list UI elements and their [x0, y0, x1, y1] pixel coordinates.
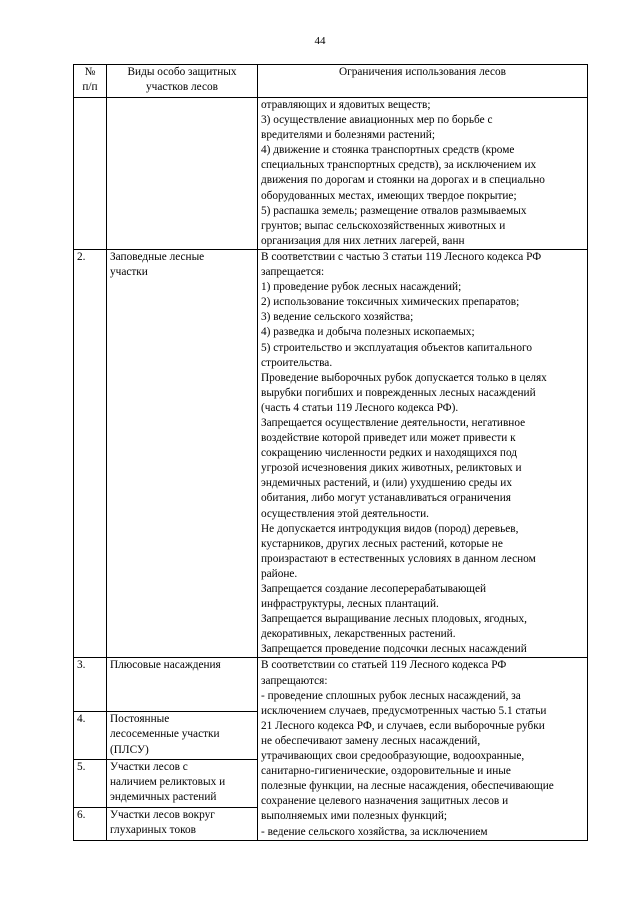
- cell-number: 4.: [74, 712, 107, 760]
- text-line: 3) осуществление авиационных мер по борьбе с: [261, 114, 493, 127]
- cell-number: 3.: [74, 658, 107, 712]
- text-line: движения по дорогам и стоянки на дорогах и в специально: [261, 174, 545, 187]
- text-line: оборудованных местах, имеющих твердое покрытие;: [261, 189, 517, 202]
- text-line: воздействие которой приведет или может привести к: [261, 432, 516, 445]
- text-line: 5) строительство и эксплуатация объектов капитального: [261, 341, 532, 354]
- table-row-continued: [74, 98, 588, 250]
- text-line: 5) распашка земель; размещение отвалов размываемых: [261, 204, 527, 217]
- text-line: декоративных, лекарственных растений.: [261, 628, 456, 641]
- text-line: Участки лесов вокруг: [110, 809, 215, 822]
- text-line: сокращению численности редких и находящихся под: [261, 447, 518, 460]
- text-line: Плюсовые насаждения: [110, 659, 221, 672]
- text-line: 1) проведение рубок лесных насаждений;: [261, 281, 462, 294]
- text-line: Запрещается проведение подсочки лесных насаждений: [261, 643, 527, 656]
- text-line: (ПЛСУ): [110, 743, 149, 756]
- text-line: инфраструктуры, лесных плантаций.: [261, 598, 439, 611]
- text-line: эндемичных растений, и (или) ухудшению среды их: [261, 477, 513, 490]
- text-line: участков лесов: [146, 81, 218, 94]
- table-row: [74, 658, 588, 712]
- page-number: 44: [314, 35, 326, 47]
- text-line: Запрещается создание лесоперерабатывающей: [261, 583, 487, 595]
- cell-area-type: [107, 98, 258, 250]
- text-line: Постоянные: [110, 713, 170, 726]
- text-line: п/п: [82, 81, 98, 94]
- text-line: участки: [110, 266, 148, 279]
- cell-number: 5.: [74, 760, 107, 808]
- text-line: Не допускается интродукция видов (пород) деревьев,: [261, 522, 519, 535]
- header-restrictions: Ограничения использования лесов: [258, 65, 588, 98]
- text-line: Заповедные лесные: [110, 250, 205, 263]
- cell-area-type: [107, 249, 258, 658]
- text-line: лесосеменные участки: [110, 728, 220, 741]
- text-line: осуществления этой деятельности.: [261, 507, 429, 520]
- text-line: Запрещается выращивание лесных плодовых, ягодных,: [261, 613, 527, 626]
- header-area-type: [107, 65, 258, 98]
- cell-restrictions-merged: [258, 658, 588, 840]
- text-line: Запрещается осуществление деятельности, негативное: [261, 416, 526, 429]
- text-line: 4) движение и стоянка транспортных средств (кроме: [261, 144, 515, 157]
- text-line: 4) разведка и добыча полезных ископаемых;: [261, 326, 475, 339]
- text-line: не обеспечивают замену лесных насаждений,: [261, 734, 481, 747]
- text-line: В соответствии со статьей 119 Лесного кодекса РФ: [261, 659, 507, 672]
- text-line: выполняемых ими полезных функций;: [261, 810, 448, 823]
- text-line: специальных транспортных средств), за исключением их: [261, 159, 537, 172]
- cell-number: [74, 98, 107, 250]
- text-line: эндемичных растений: [110, 791, 217, 804]
- text-line: глухариных токов: [110, 824, 196, 837]
- table-header-row: [74, 65, 588, 98]
- text-line: сохранение целевого назначения защитных лесов и: [261, 795, 509, 808]
- text-line: 21 Лесного кодекса РФ, и случаев, если выборочные рубки: [261, 719, 545, 732]
- table-row: [74, 249, 588, 658]
- text-line: (часть 4 статьи 119 Лесного кодекса РФ).: [261, 401, 459, 414]
- cell-restrictions: [258, 249, 588, 658]
- cell-area-type: [107, 760, 258, 808]
- header-number: [74, 65, 107, 98]
- text-line: В соответствии с частью 3 статьи 119 Лесного кодекса РФ: [261, 250, 542, 263]
- text-line: наличием реликтовых и: [110, 776, 226, 789]
- text-line: угрозой исчезновения диких животных, реликтовых и: [261, 462, 522, 475]
- forest-restrictions-table: [73, 64, 588, 841]
- text-line: утрачивающих свои средообразующие, водоохранные,: [261, 750, 525, 763]
- text-line: произрастают в естественных условиях в данном лесном: [261, 552, 536, 565]
- text-line: запрещается:: [261, 266, 325, 279]
- text-line: районе.: [261, 567, 298, 580]
- text-line: Участки лесов с: [110, 761, 188, 774]
- text-line: Виды особо защитных: [127, 66, 237, 78]
- cell-restrictions: [258, 98, 588, 250]
- text-line: полезные функции, на лесные насаждения, обеспечивающие: [261, 780, 554, 793]
- text-line: - ведение сельского хозяйства, за исключением: [261, 825, 488, 838]
- text-line: строительства.: [261, 356, 333, 369]
- text-line: запрещаются:: [261, 674, 328, 687]
- cell-area-type: [107, 658, 258, 712]
- text-line: №: [84, 66, 96, 78]
- cell-area-type: [107, 808, 258, 840]
- text-line: исключением случаев, предусмотренных частью 5.1 статьи: [261, 704, 547, 717]
- cell-number: 2.: [74, 249, 107, 658]
- text-line: 3) ведение сельского хозяйства;: [261, 311, 414, 324]
- text-line: организация для них летних лагерей, ванн: [261, 234, 465, 247]
- text-line: санитарно-гигиенические, оздоровительные и иные: [261, 765, 511, 778]
- text-line: грунтов; выпас сельскохозяйственных животных и: [261, 219, 506, 232]
- cell-area-type: [107, 712, 258, 760]
- text-line: кустарников, других лесных растений, которые не: [261, 537, 503, 550]
- text-line: обитания, либо могут устанавливаться ограничения: [261, 492, 511, 505]
- cell-number: 6.: [74, 808, 107, 840]
- text-line: 2) использование токсичных химических препаратов;: [261, 296, 520, 309]
- text-line: вырубки погибших и поврежденных лесных насаждений: [261, 386, 536, 399]
- text-line: Проведение выборочных рубок допускается только в целях: [261, 371, 547, 384]
- text-line: отравляющих и ядовитых веществ;: [261, 99, 431, 111]
- text-line: - проведение сплошных рубок лесных насаждений, за: [261, 689, 521, 702]
- text-line: вредителями и болезнями растений;: [261, 129, 435, 142]
